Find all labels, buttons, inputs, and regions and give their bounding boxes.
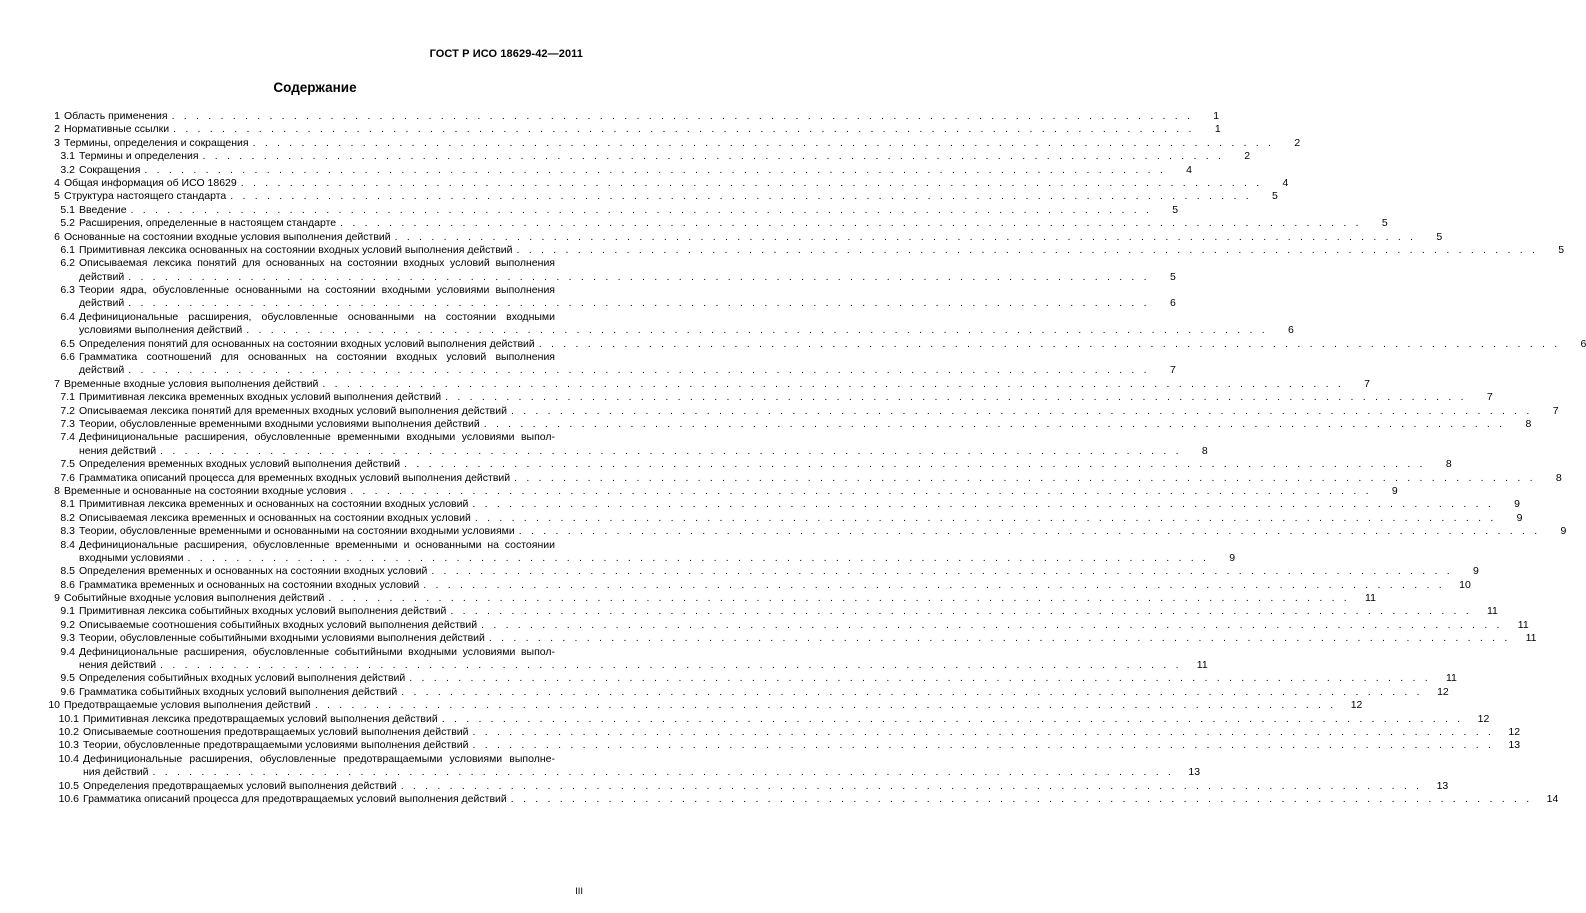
toc-entry-number: 3 [54, 136, 60, 149]
toc-leader-dots [419, 579, 1445, 592]
toc-entry-title: Описываемые соотношения событийных входных условий выполнения действий [79, 618, 478, 631]
toc-leader-dots [148, 766, 1174, 779]
toc-entry-title: Временные входные условия выполнения действий [64, 377, 319, 390]
toc-leader-dots [400, 458, 1426, 471]
toc-entry-number: 9.6 [60, 685, 75, 698]
toc-entry-title: Дефинициональные расширения, обусловленные временными и основанными на состоянии [79, 538, 555, 551]
toc-entry-title: Описываемые соотношения предотвращаемых условий выполнения действий [83, 725, 469, 738]
toc-page-number: 9 [1516, 511, 1523, 524]
toc-entry[interactable] [52, 725, 1521, 739]
toc-entry[interactable] [52, 539, 583, 552]
toc-entry-title: Теории, обусловленные предотвращаемыми условиями выполнения действий [83, 739, 469, 752]
toc-entry-title-continued: ния действий [83, 766, 149, 779]
toc-page-number: 10 [1459, 578, 1471, 591]
toc-leader-dots [156, 659, 1182, 672]
toc-page-number: 11 [1487, 605, 1498, 618]
toc-entry-continuation[interactable] [52, 766, 1201, 779]
toc-page-number: 7 [1169, 364, 1176, 377]
toc-leader-dots [127, 204, 1153, 217]
toc-leader-dots [124, 271, 1150, 284]
toc-entry[interactable] [52, 792, 1559, 806]
toc-entry-number: 7.1 [60, 391, 75, 404]
toc-entry[interactable] [52, 417, 1532, 431]
toc-entry-number: 6.2 [60, 257, 75, 270]
toc-entry[interactable] [52, 257, 583, 270]
page-title: Содержание [273, 80, 357, 95]
toc-entry-title: Предотвращаемые условия выполнения действий [64, 699, 311, 712]
toc-page-number: 9 [1391, 484, 1398, 497]
toc-entry-continuation[interactable] [52, 444, 1208, 458]
toc-entry[interactable] [52, 484, 1398, 498]
toc-entry-number: 8.6 [60, 578, 75, 591]
toc-page-number: 9 [1473, 565, 1479, 578]
toc-page-number: 12 [1350, 699, 1363, 712]
toc-entry-number: 8 [54, 484, 60, 497]
toc-leader-dots [485, 632, 1511, 645]
toc-entry-number: 8.1 [60, 498, 75, 511]
toc-entry-number: 7.4 [60, 431, 75, 444]
toc-entry[interactable] [52, 190, 1278, 203]
toc-page-number: 11 [1365, 592, 1376, 605]
toc-entry[interactable] [52, 351, 583, 364]
toc-entry-title: Теории, обусловленные событийными входными условиями выполнения действий [79, 632, 485, 645]
toc-page-number: 5 [1271, 190, 1278, 203]
toc-page-number: 7 [1552, 404, 1559, 417]
toc-entry[interactable] [52, 471, 1562, 485]
toc-entry-title: Примитивная лексика предотвращаемых условий выполнения действий [83, 712, 438, 725]
toc-page-number: 8 [1201, 444, 1208, 457]
toc-entry-title: Дефинициональные расширения, обусловленные предотвращаемыми условиями выполне- [83, 752, 555, 765]
toc-entry-number: 7.3 [60, 417, 75, 430]
toc-entry-title: Грамматика временных и основанных на состоянии входных условий [79, 578, 420, 591]
toc-entry-number: 10.2 [58, 725, 79, 738]
toc-entry-title: Примитивная лексика событийных входных условий выполнения действий [79, 605, 447, 618]
toc-entry[interactable] [52, 284, 583, 297]
toc-entry-title: Примитивная лексика временных и основанных на состоянии входных условий [79, 498, 469, 511]
toc-entry-title-continued: действий [79, 364, 125, 377]
toc-entry[interactable] [52, 136, 1301, 150]
toc-entry-title-continued: действий [79, 270, 125, 283]
toc-leader-dots [446, 605, 1472, 618]
toc-entry-title: Примитивная лексика временных входных условий выполнения действий [79, 391, 442, 404]
standard-designation: ГОСТ Р ИСО 18629-42—2011 [429, 48, 583, 60]
toc-page-number: 4 [1282, 176, 1289, 189]
toc-entry[interactable] [52, 525, 1567, 538]
toc-leader-dots [336, 217, 1362, 230]
toc-page-number: 6 [1169, 297, 1176, 310]
toc-entry[interactable] [52, 565, 1479, 578]
toc-entry-title: Примитивная лексика основанных на состоянии входных условий выполнения действий [79, 243, 513, 256]
toc-leader-dots [471, 512, 1497, 525]
toc-entry[interactable] [52, 712, 1490, 726]
toc-entry-title: Описываемая лексика понятий для временных входных условий выполнения действий [79, 404, 507, 417]
page-number: III [575, 886, 583, 897]
toc-page-number: 9 [1229, 551, 1236, 564]
toc-entry[interactable] [52, 150, 1251, 163]
toc-entry[interactable] [52, 123, 1221, 136]
toc-entry[interactable] [52, 311, 583, 324]
toc-page-number: 2 [1244, 150, 1251, 163]
toc-entry-number: 9.2 [60, 618, 75, 631]
toc-entry[interactable] [52, 337, 1586, 351]
toc-entry-number: 7.5 [60, 458, 75, 471]
toc-entry[interactable] [52, 163, 1192, 177]
toc-entry-title: Грамматика описаний процесса для предотвращаемых условий выполнения действий [83, 792, 507, 805]
toc-entry-number: 3.2 [60, 163, 75, 176]
toc-entry-title-continued: действий [79, 297, 125, 310]
toc-leader-dots [397, 780, 1423, 793]
toc-leader-dots [480, 418, 1506, 431]
toc-page-number: 8 [1555, 471, 1562, 484]
toc-entry-number: 8.5 [60, 565, 75, 578]
toc-entry-title: Сокращения [79, 163, 141, 176]
toc-page-number: 5 [1172, 203, 1179, 216]
toc-entry-number: 9 [54, 592, 60, 605]
toc-entry-number: 8.4 [60, 538, 75, 551]
toc-leader-dots [324, 592, 1350, 605]
toc-entry-title: Определения временных входных условий выполнения действий [79, 458, 401, 471]
toc-entry[interactable] [52, 217, 1388, 230]
toc-entry-number: 6 [54, 230, 60, 243]
toc-entry-title: Определения временных и основанных на состоянии входных условий [79, 565, 428, 578]
toc-leader-dots [346, 485, 1372, 498]
toc-leader-dots [397, 686, 1423, 699]
toc-leader-dots [242, 324, 1268, 337]
toc-page-number: 14 [1546, 792, 1559, 805]
toc-entry-number: 5.1 [60, 203, 75, 216]
toc-entry[interactable] [52, 458, 1452, 471]
toc-entry-title: Грамматика соотношений для основанных на состоянии входных условий выполнения [79, 351, 555, 364]
toc-leader-dots [507, 793, 1533, 806]
toc-entry[interactable] [52, 176, 1289, 190]
toc-leader-dots [237, 177, 1263, 190]
toc-page-number: 5 [1436, 230, 1443, 243]
toc-leader-dots [156, 445, 1182, 458]
toc-leader-dots [318, 378, 1344, 391]
toc-entry[interactable] [52, 230, 1443, 244]
toc-page-number: 6 [1580, 337, 1586, 350]
toc-entry[interactable] [52, 753, 583, 766]
toc-entry-number: 6.6 [60, 351, 75, 364]
toc-entry[interactable] [52, 404, 1559, 418]
toc-entry-title: Структура настоящего стандарта [64, 190, 227, 203]
toc-leader-dots [124, 297, 1150, 310]
toc-page-number: 9 [1514, 498, 1520, 511]
toc-entry-continuation[interactable] [52, 270, 1176, 284]
toc-entry-continuation[interactable] [52, 297, 1176, 310]
toc-page-number: 2 [1294, 136, 1301, 149]
toc-entry[interactable] [52, 605, 1498, 618]
toc-leader-dots [124, 364, 1150, 377]
toc-entry-title-continued: входными условиями [79, 551, 184, 564]
toc-page-number: 5 [1558, 243, 1565, 256]
toc-leader-dots [391, 231, 1417, 244]
toc-entry-title-continued: нения действий [79, 444, 157, 457]
toc-page-number: 13 [1188, 766, 1201, 779]
toc-entry-title: Дефинициональные расширения, обусловленные событийными входными условиями выпол- [79, 645, 555, 658]
toc-leader-dots [168, 110, 1194, 123]
toc-page-number: 12 [1437, 685, 1449, 698]
toc-entry-number: 9.1 [60, 605, 75, 618]
toc-entry[interactable] [52, 243, 1565, 257]
toc-page-number: 1 [1213, 109, 1220, 122]
toc-leader-dots [183, 552, 1209, 565]
toc-leader-dots [469, 726, 1495, 739]
toc-entry-title: Основанные на состоянии входные условия выполнения действий [64, 230, 391, 243]
toc-entry-title: Термины и определения [79, 150, 199, 163]
toc-leader-dots [311, 699, 1337, 712]
toc-page-number: 13 [1436, 779, 1449, 792]
toc-leader-dots [438, 713, 1464, 726]
toc-page-number: 12 [1508, 725, 1521, 738]
toc-entry-number: 6.3 [60, 284, 75, 297]
toc-entry[interactable] [52, 109, 1220, 123]
toc-page-number: 8 [1525, 417, 1532, 430]
toc-entry-number: 4 [54, 176, 60, 189]
toc-leader-dots [507, 405, 1533, 418]
toc-entry[interactable] [52, 685, 1449, 699]
toc-leader-dots [199, 150, 1225, 163]
toc-page-number: 9 [1560, 525, 1567, 538]
toc-entry-number: 6.5 [60, 337, 75, 350]
toc-entry[interactable] [52, 578, 1471, 592]
toc-entry-title: Область применения [64, 109, 168, 122]
toc-leader-dots [249, 137, 1275, 150]
toc-entry-number: 3.1 [60, 150, 75, 163]
toc-page-number: 12 [1477, 712, 1490, 725]
toc-entry[interactable] [48, 699, 1363, 712]
toc-entry-continuation[interactable] [52, 551, 1236, 565]
toc-entry-number: 5.2 [60, 217, 75, 230]
toc-entry-title: Термины, определения и сокращения [64, 136, 249, 149]
toc-leader-dots [169, 123, 1195, 136]
toc-entry-number: 9.5 [60, 672, 75, 685]
toc-leader-dots [515, 525, 1541, 538]
toc-entry[interactable] [52, 203, 1179, 217]
toc-page-number: 5 [1169, 270, 1176, 283]
toc-entry-number: 2 [54, 123, 60, 136]
toc-entry-number: 10.6 [58, 792, 79, 805]
toc-entry-title: Определения понятий для основанных на состоянии входных условий выполнения действий [79, 337, 535, 350]
toc-page-number: 1 [1214, 123, 1221, 136]
toc-entry-title: Дефинициональные расширения, обусловленные основанными на состоянии входными [79, 310, 555, 323]
toc-page-number: 8 [1445, 458, 1452, 471]
toc-entry-title-continued: условиями выполнения действий [79, 324, 243, 337]
toc-leader-dots [140, 164, 1166, 177]
toc-page-number: 5 [1381, 217, 1388, 230]
toc-entry[interactable] [52, 646, 583, 659]
toc-entry-continuation[interactable] [52, 364, 1176, 377]
toc-entry-number: 9.4 [60, 645, 75, 658]
toc-entry-title-continued: нения действий [79, 659, 157, 671]
toc-leader-dots [510, 472, 1536, 485]
toc-entry-number: 10.1 [58, 712, 79, 725]
toc-entry-continuation[interactable] [52, 324, 1294, 337]
toc-leader-dots [441, 391, 1467, 404]
toc-entry-number: 10.3 [58, 739, 79, 752]
toc-entry[interactable] [52, 779, 1449, 793]
toc-page-number: 13 [1508, 739, 1521, 752]
toc-entry-number: 6.1 [60, 243, 75, 256]
toc-page-number: 11 [1517, 618, 1529, 631]
toc-entry-number: 10.5 [58, 779, 79, 792]
toc-page-number: 7 [1364, 377, 1370, 390]
toc-entry-title: Грамматика описаний процесса для временных входных условий выполнения действий [79, 471, 511, 484]
toc-entry-number: 8.2 [60, 511, 75, 524]
toc-leader-dots [513, 244, 1539, 257]
toc-entry[interactable] [52, 739, 1521, 752]
toc-entry-title: Грамматика событийных входных условий выполнения действий [79, 685, 398, 698]
toc-entry[interactable] [52, 618, 1529, 632]
toc-entry-number: 8.3 [60, 525, 75, 538]
toc-leader-dots [226, 190, 1252, 203]
toc-leader-dots [405, 672, 1431, 685]
toc-leader-dots [427, 565, 1453, 578]
toc-entry-title: Дефинициональные расширения, обусловленные временными входными условиями выпол- [79, 431, 555, 444]
toc-page-number: 11 [1525, 632, 1537, 645]
toc-entry-number: 10.4 [58, 752, 79, 765]
toc-entry-title: Теории, обусловленные временными и основанными на состоянии входными условиями [79, 525, 515, 538]
toc-entry-number: 5 [54, 190, 60, 203]
toc-entry-title: Введение [79, 203, 127, 216]
toc-entry-number: 6.4 [60, 310, 75, 323]
toc-entry-number: 7.2 [60, 404, 75, 417]
toc-entry[interactable] [52, 672, 1457, 685]
toc-page-number: 6 [1287, 324, 1294, 337]
toc-entry-title: Описываемая лексика временных и основанных на состоянии входных условий [79, 511, 471, 524]
toc-entry-title: Теории, обусловленные временными входными условиями выполнения действий [79, 417, 480, 430]
toc-entry-number: 7.6 [60, 471, 75, 484]
toc-leader-dots [468, 739, 1494, 752]
toc-entry-title: Описываемая лексика понятий для основанных на состоянии входных условий выполнения [79, 257, 555, 270]
toc-page-number: 4 [1186, 163, 1192, 176]
toc-entry-title: Событийные входные условия выполнения действий [64, 592, 325, 605]
toc-entry-title: Временные и основанные на состоянии входные условия [64, 484, 347, 497]
toc-leader-dots [468, 498, 1494, 511]
toc-page-number: 11 [1445, 672, 1457, 685]
toc-entry-title: Определения предотвращаемых условий выполнения действий [83, 779, 397, 792]
toc-entry[interactable] [52, 511, 1523, 525]
toc-entry-number: 9.3 [60, 632, 75, 645]
toc-entry[interactable] [52, 592, 1376, 605]
toc-entry-title: Теории ядра, обусловленные основанными на состоянии входными условиями выполнения [79, 284, 555, 297]
toc-entry-title: Определения событийных входных условий выполнения действий [79, 672, 406, 685]
toc-entry-title: Нормативные ссылки [64, 123, 170, 136]
toc-page-number: 7 [1486, 391, 1493, 404]
toc-entry-title: Общая информация об ИСО 18629 [64, 176, 237, 189]
toc-entry[interactable] [52, 632, 1537, 645]
toc-page-number: 11 [1196, 659, 1208, 671]
toc-entry[interactable] [52, 498, 1520, 511]
toc-entry-number: 7 [54, 377, 60, 390]
toc-entry-continuation[interactable] [52, 659, 1208, 672]
toc-leader-dots [477, 619, 1503, 632]
toc-entry-number: 10 [48, 699, 60, 712]
toc-entry[interactable] [52, 377, 1370, 391]
toc-entry-number: 1 [54, 109, 60, 122]
toc-entry[interactable] [52, 391, 1493, 404]
toc-entry-title: Расширения, определенные в настоящем стандарте [79, 217, 337, 230]
table-of-contents [48, 109, 1586, 806]
toc-entry[interactable] [52, 431, 583, 444]
toc-leader-dots [535, 338, 1561, 351]
